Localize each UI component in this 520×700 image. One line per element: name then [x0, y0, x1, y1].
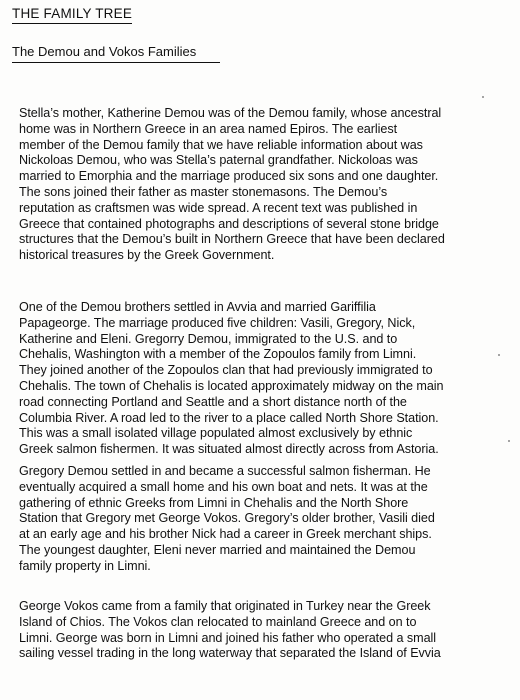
text-line: One of the Demou brothers settled in Avvia and married Gariffilia — [19, 300, 376, 314]
text-line: Greece that contained photographs and descriptions of several stone bridge — [19, 216, 439, 231]
text-line: structures that the Demou’s built in Northern Greece that have been declared — [19, 232, 445, 247]
text-line: Chehalis. The town of Chehalis is located approximately midway on the main — [19, 378, 444, 393]
text-line: Katherine and Eleni. Gregorry Demou, immigrated to the U.S. and to — [19, 331, 398, 346]
text-line: reputation as craftsmen was wide spread. A recent text was published in — [19, 200, 418, 215]
text-line: eventually acquired a small home and his own boat and nets. It was at the — [19, 479, 428, 494]
page-title: THE FAMILY TREE — [12, 6, 132, 24]
text-line: Papageorge. The marriage produced five children: Vasili, Gregory, Nick, — [19, 315, 416, 330]
text-line: historical treasures by the Greek Government. — [19, 248, 275, 263]
section-heading: The Demou and Vokos Families — [12, 44, 220, 63]
scan-speck — [498, 354, 500, 356]
text-line: Nickoloas Demou, who was Stella’s paternal grandfather. Nickoloas was — [19, 153, 418, 168]
text-line: Chehalis, Washington with a member of the Zopoulos family from Limni. — [19, 347, 417, 362]
text-line: sailing vessel trading in the long waterway that separated the Island of Evvia — [19, 646, 441, 661]
text-line: Gregory Demou settled in and became a successful salmon fisherman. He — [19, 464, 431, 478]
text-line: Island of Chios. The Vokos clan relocated to mainland Greece and on to — [19, 614, 417, 629]
text-line: Greek salmon fishermen. It was situated almost directly across from Astoria. — [19, 442, 439, 457]
text-line: Stella’s mother, Katherine Demou was of the Demou family, whose ancestral — [19, 106, 442, 120]
text-line: family property in Limni. — [19, 558, 151, 573]
paragraph-3 — [19, 464, 519, 575]
paragraph-2 — [19, 300, 519, 458]
text-line: home was in Northern Greece in an area named Epiros. The earliest — [19, 121, 398, 136]
scan-speck — [482, 96, 484, 98]
text-line: member of the Demou family that we have reliable information about was — [19, 137, 423, 152]
text-line: at an early age and his brother Nick had a career in Greek merchant ships. — [19, 527, 432, 542]
paragraph-4 — [19, 599, 519, 662]
text-line: Limni. George was born in Limni and joined his father who operated a small — [19, 630, 437, 645]
text-line: The youngest daughter, Eleni never married and maintained the Demou — [19, 542, 416, 557]
paragraph-1 — [19, 106, 519, 264]
text-line: This was a small isolated village populated almost exclusively by ethnic — [19, 426, 413, 441]
text-line: Station that Gregory met George Vokos. Gregory’s older brother, Vasili died — [19, 511, 435, 526]
text-line: The sons joined their father as master stonemasons. The Demou’s — [19, 184, 388, 199]
text-line: They joined another of the Zopoulos clan that had previously immigrated to — [19, 363, 433, 378]
text-line: married to Emorphia and the marriage produced six sons and one daughter. — [19, 169, 439, 184]
text-line: gathering of ethnic Greeks from Limni in Chehalis and the North Shore — [19, 495, 409, 510]
text-line: road connecting Portland and Seattle and a short distance north of the — [19, 394, 407, 409]
text-line: Columbia River. A road led to the river to a place called North Shore Station. — [19, 410, 439, 425]
scan-speck — [508, 440, 510, 442]
text-line: George Vokos came from a family that originated in Turkey near the Greek — [19, 599, 431, 613]
